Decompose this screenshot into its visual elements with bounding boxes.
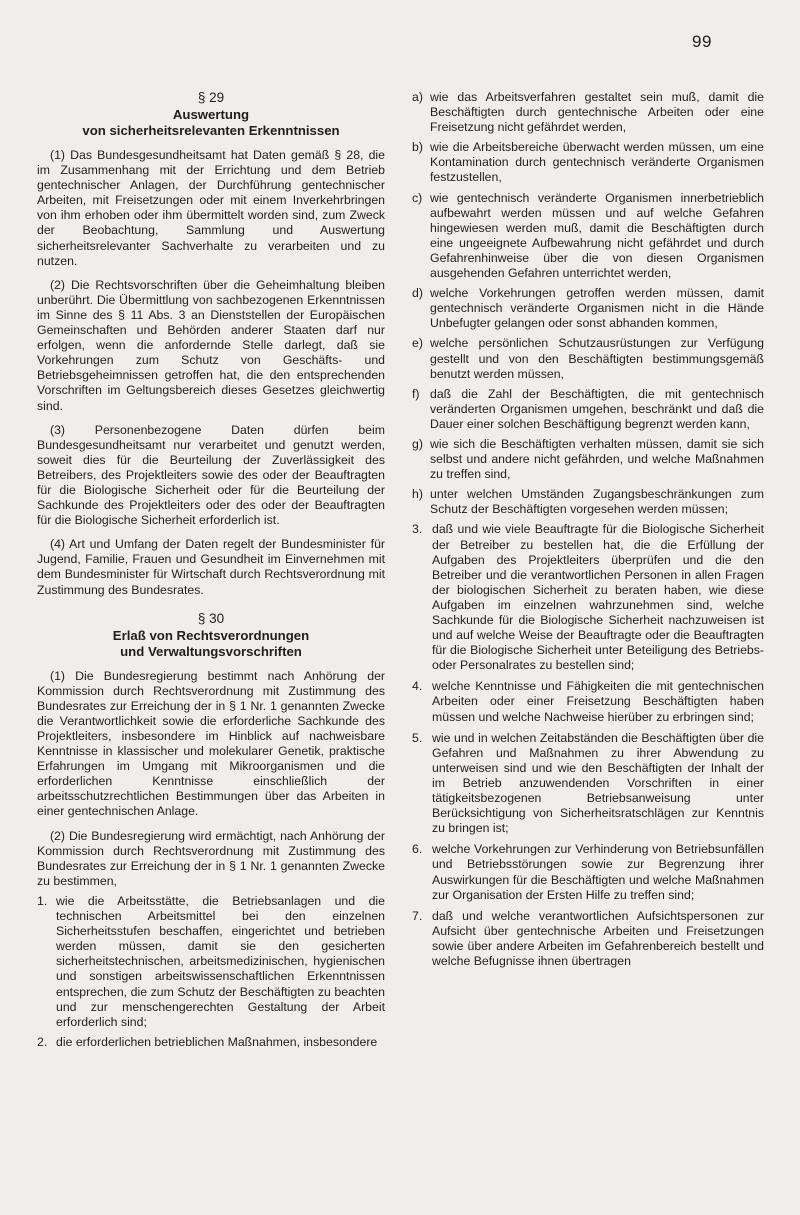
list-item-text: wie sich die Beschäftigten verhalten müssen, damit sie sich selbst und andere nicht gefährden, und welche Maßnahmen zu treffen sind,: [430, 436, 764, 482]
list-item-text: welche Kenntnisse und Fähigkeiten die mit gentechnischen Arbeiten oder einer Freisetzung Beschäftigten haben müssen und welche Nachweise hierüber zu erbringen sind;: [432, 679, 764, 724]
section-number: § 30: [197, 610, 225, 626]
list-marker: 4.: [412, 679, 423, 694]
list-item-text: welche Vorkehrungen getroffen werden müssen, damit gentechnisch veränderte Organismen nicht in die Hände Unbefugter gelangen oder sonst abhanden kommen,: [430, 286, 764, 331]
list-item-text: welche persönlichen Schutzausrüstungen zur Verfügung gestellt und von den Beschäftigten bestimmungsgemäß benutzt werden müssen,: [430, 336, 764, 381]
list-item-text: daß und welche verantwortlichen Aufsichtspersonen zur Aufsicht über gentechnische Arbeiten und Freisetzungen sowie über andere Arbeiten im Gefahrenbereich bestellt und welche Befugnisse ihnen übertragen: [432, 908, 764, 968]
list-item-text: welche Vorkehrungen zur Verhinderung von Betriebsunfällen und Betriebsstörungen sowie zur Begrenzung ihrer Auswirkungen für die Beschäftigten und welche Maßnahmen zur Organisation der Ersten Hilfe zu treffen sind;: [432, 842, 764, 902]
list-marker: d): [412, 286, 423, 301]
list-item-text: daß die Zahl der Beschäftigten, die mit gentechnisch veränderten Organismen umgehen, beschränkt und daß die Dauer einer solchen Beschäftigung begrenzt werden kann,: [430, 386, 764, 431]
lettered-list: [412, 90, 764, 517]
paragraph: (4) Art und Umfang der Daten regelt der Bundesminister für Jugend, Familie, Frauen und Gesundheit im Einvernehmen mit dem Bundesminister für Wirtschaft durch Rechtsverordnung mit Zustimmung des Bundesrates.: [37, 537, 385, 597]
list-item-text: wie gentechnisch veränderte Organismen innerbetrieblich aufbewahrt werden müssen und auf welche Gefahren hingewiesen werden muß, damit die Beschäftigten durch eine ungeeignete Aufbewahrung nicht gefährdet und durch Gefahrenhinweise über die von diesen Organismen ausgehenden Gefahren unterrichtet werden,: [430, 190, 764, 281]
list-item: [412, 679, 764, 724]
list-marker: b): [412, 140, 423, 155]
paragraph: (2) Die Rechtsvorschriften über die Geheimhaltung bleiben unberührt. Die Übermittlung von sachbezogenen Erkenntnissen im Sinne des § 11 Abs. 3 an Dienststellen der Europäischen Gemeinschaften und Behörden anderer Staaten darf nur erfolgen, wenn die anfordernde Stelle darlegt, daß sie Vorkehrungen zum Schutz von Geschäfts- und Betriebsgeheimnissen getroffen hat, die den entsprechenden Vorschriften im Geltungsbereich dieses Gesetzes gleichwertig sind.: [37, 277, 385, 413]
list-item: [412, 487, 764, 517]
list-item: [412, 336, 764, 381]
list-item: [412, 191, 764, 282]
section-title: von sicherheitsrelevanten Erkenntnissen: [82, 123, 340, 138]
list-marker: 6.: [412, 842, 423, 857]
list-item-text: daß und wie viele Beauftragte für die Biologische Sicherheit der Betreiber zu bestellen hat, die die Erfüllung der Aufgaben des Projektleiters überprüfen und die den Betreiber und die verantwortlichen Personen in allen Fragen der biologischen Sicherheit zu beraten haben, wie diese Aufgaben im einzelnen wahrzunehmen sind, welche Sachkunde für die Biologische Sicherheit nachzuweisen ist und auf welche Weise der Beauftragte oder die Beauftragten für die Biologische Sicherheit unter Beteiligung des Betriebs- oder Personalrates zu bestellen sind;: [432, 522, 764, 673]
section-number: § 29: [197, 90, 225, 105]
list-marker: c): [412, 190, 423, 205]
section-30: [37, 611, 385, 1050]
list-item: [412, 387, 764, 432]
list-item-text: die erforderlichen betrieblichen Maßnahmen, insbesondere: [56, 1034, 378, 1049]
list-marker: h): [412, 487, 423, 502]
right-column: [412, 90, 764, 975]
paragraph: (1) Die Bundesregierung bestimmt nach Anhörung der Kommission durch Rechtsverordnung mit Zustimmung des Bundesrates zur Erreichung der in § 1 Nr. 1 genannten Zwecke die Verantwortlichkeit sowie die erforderliche Sachkunde des Projektleiters, insbesondere im Hinblick auf nachweisbare Kenntnisse in klassischer und molekularer Genetik, praktische Erfahrungen im Umgang mit Mikroorganismen und die erforderlichen Kenntnisse einschließlich der arbeitsschutzrechtlichen Bestimmungen über das Arbeiten in einer gentechnischen Anlage.: [37, 668, 385, 819]
list-item: [37, 894, 385, 1030]
list-item: [412, 842, 764, 902]
list-item: [412, 90, 764, 135]
list-marker: e): [412, 336, 423, 351]
list-item-text: wie das Arbeitsverfahren gestaltet sein muß, damit die Beschäftigten durch gentechnische Arbeiten oder eine Freisetzung nicht gefährdet werden,: [430, 90, 764, 135]
list-item: [412, 286, 764, 331]
page-number: 99: [692, 32, 712, 51]
list-marker: a): [412, 90, 423, 104]
list-item: [37, 1035, 385, 1050]
list-item-text: wie die Arbeitsbereiche überwacht werden müssen, um eine Kontamination durch gentechnisch veränderte Organismen festzustellen,: [430, 140, 764, 185]
list-item-text: wie und in welchen Zeitabständen die Beschäftigten über die Gefahren und Maßnahmen zu ihrer Abwendung zu unterweisen sind und wie den Beschäftigten der Inhalt der im Betrieb anzuwendenden Vorschriften in einer tätigkeitsbezogenen Betriebsanweisung unter Berücksichtigung von Sicherheitsratschlägen zur Kenntnis zu bringen ist;: [432, 730, 764, 836]
list-marker: 2.: [37, 1034, 48, 1049]
section-29: [37, 90, 385, 598]
list-item: [412, 522, 764, 673]
section-title: Erlaß von Rechtsverordnungen: [112, 627, 310, 643]
left-column: [37, 90, 385, 1055]
list-item-text: unter welchen Umständen Zugangsbeschränkungen zum Schutz der Beschäftigten vorgesehen werden müssen;: [430, 487, 764, 517]
list-marker: 1.: [37, 893, 48, 908]
numbered-list: [37, 894, 385, 1050]
list-marker: 7.: [412, 908, 423, 923]
list-marker: f): [412, 386, 420, 401]
list-marker: 3.: [412, 522, 423, 537]
list-marker: 5.: [412, 730, 423, 745]
paragraph: (3) Personenbezogene Daten dürfen beim Bundesgesundheitsamt nur verarbeitet und genutzt werden, soweit dies für die Beurteilung der Zuverlässigkeit des Betreibers, des Projektleiters sowie des oder der Beauftragten für die Biologische Sicherheit oder für die Beurteilung der Sachkunde des Projektleiters oder des oder der Beauftragten für die Biologische Sicherheit erforderlich ist.: [37, 422, 385, 528]
numbered-list: [412, 522, 764, 969]
list-item: [412, 140, 764, 185]
section-title: und Verwaltungsvorschriften: [120, 643, 302, 659]
list-item: [412, 909, 764, 969]
list-item: [412, 437, 764, 482]
paragraph: (2) Die Bundesregierung wird ermächtigt, nach Anhörung der Kommission durch Rechtsverordnung mit Zustimmung des Bundesrates zur Erreichung der in § 1 Nr. 1 genannten Zwecke zu bestimmen,: [37, 828, 385, 888]
paragraph: (1) Das Bundesgesundheitsamt hat Daten gemäß § 28, die im Zusammenhang mit der Errichtung und dem Betrieb gentechnischer Anlagen, der Durchführung gentechnischer Arbeiten, mit Freisetzungen oder mit einem Inverkehrbringen von ihm erhoben oder ihm übermittelt worden sind, zum Zweck der Beobachtung, Sammlung und Auswertung sicherheitsrelevanter Sachverhalte zu verarbeiten und zu nutzen.: [37, 148, 385, 268]
section-title: Auswertung: [172, 107, 250, 122]
list-item-text: wie die Arbeitsstätte, die Betriebsanlagen und die technischen Arbeitsmittel bei den einzelnen Sicherheitsstufen beschaffen, eingerichtet und betrieben werden müssen, damit sie den gesicherten sicherheitstechnischen, arbeitsmedizinischen, hygienischen und sonstigen arbeitswissenschaftlichen Erkenntnissen entsprechen, die zum Schutz der Beschäftigten zu beachten und zur menschengerechten Gestaltung der Arbeit erforderlich sind;: [56, 893, 385, 1029]
list-marker: g): [412, 436, 423, 451]
list-item: [412, 731, 764, 837]
